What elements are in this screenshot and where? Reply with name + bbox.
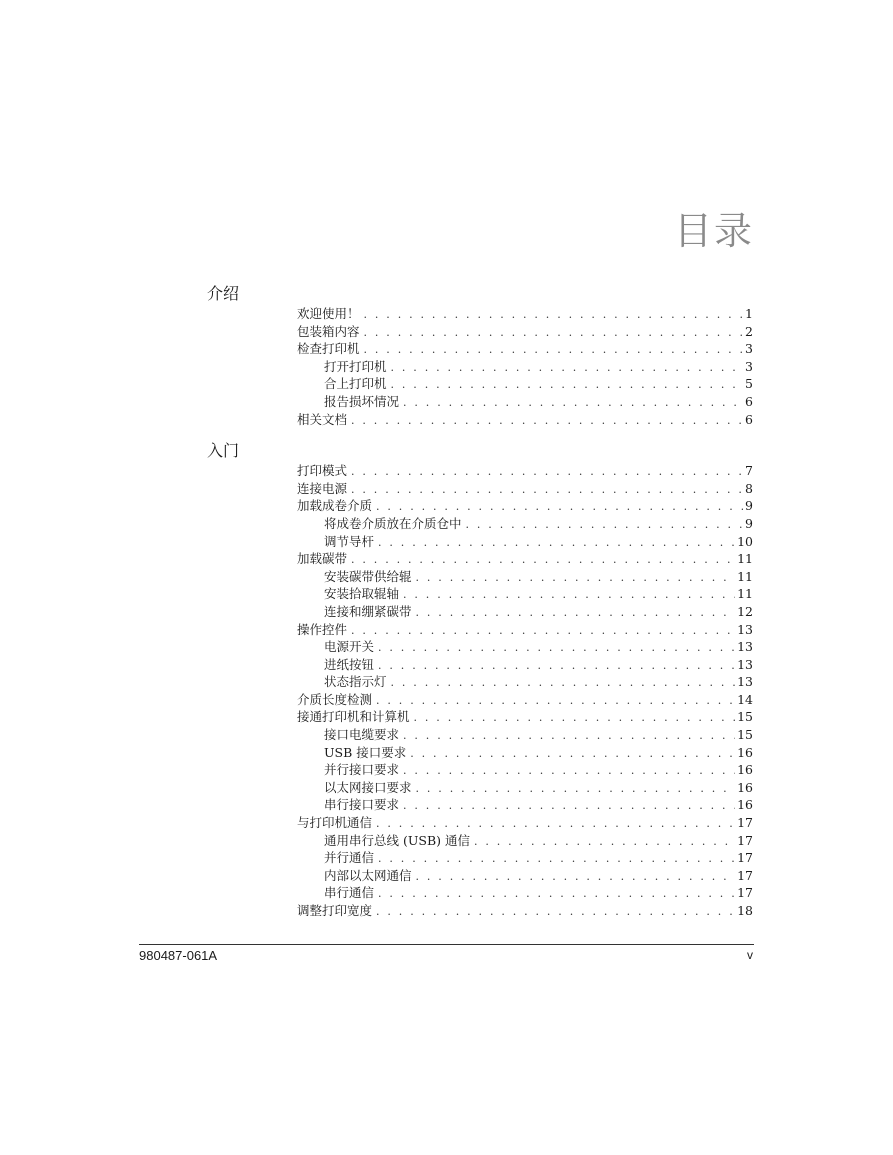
toc-entry-page-number: 6 xyxy=(745,393,753,409)
toc-entry-title: 将成卷介质放在介质仓中 xyxy=(324,515,462,531)
toc-entry[interactable] xyxy=(207,796,753,814)
dot-leader xyxy=(376,498,743,516)
page-title: 目录 xyxy=(673,209,754,253)
section-heading: 介绍 xyxy=(207,284,240,303)
toc-entry[interactable] xyxy=(207,358,753,376)
toc-entry-page-number: 16 xyxy=(737,797,753,813)
toc-entry-title: 并行通信 xyxy=(324,850,375,866)
toc-entry-page-number: 17 xyxy=(737,815,753,831)
toc-entry-page-number: 9 xyxy=(745,515,753,531)
toc-entry-page-number: 13 xyxy=(737,674,753,690)
toc-entry-page-number: 9 xyxy=(745,498,753,514)
toc-entry[interactable] xyxy=(207,761,753,779)
toc-entry-title: 相关文档 xyxy=(297,411,348,427)
toc-entry-page-number: 6 xyxy=(745,411,753,427)
dot-leader xyxy=(403,727,735,745)
toc-entry[interactable] xyxy=(207,323,753,341)
toc-entry-title: 进纸按钮 xyxy=(324,656,375,672)
toc-entry-page-number: 11 xyxy=(737,551,753,567)
toc-entry-title: 加载成卷介质 xyxy=(297,498,373,514)
toc-entry-title: 包装箱内容 xyxy=(297,323,360,339)
toc-entry[interactable] xyxy=(207,867,753,885)
toc-entry[interactable] xyxy=(207,550,753,568)
toc-entry-title: 打印模式 xyxy=(297,463,348,479)
dot-leader xyxy=(391,359,744,377)
dot-leader xyxy=(378,885,735,903)
footer-divider xyxy=(139,944,754,945)
dot-leader xyxy=(378,657,735,675)
toc-entry[interactable] xyxy=(207,393,753,411)
toc-entry-title: 内部以太网通信 xyxy=(324,867,412,883)
toc-entry-title: 安装碳带供给辊 xyxy=(324,568,412,584)
dot-leader xyxy=(351,463,743,481)
toc-entry[interactable] xyxy=(207,708,753,726)
toc-entry[interactable] xyxy=(207,814,753,832)
toc-entry-title: 调节导杆 xyxy=(324,533,375,549)
toc-entry[interactable] xyxy=(207,884,753,902)
toc-entry-page-number: 11 xyxy=(737,586,753,602)
dot-leader xyxy=(403,586,735,604)
toc-entry-title: 加载碳带 xyxy=(297,551,348,567)
table-of-contents xyxy=(207,283,753,932)
toc-entry-title: 串行通信 xyxy=(324,885,375,901)
toc-entry-title: 安装拾取辊轴 xyxy=(324,586,400,602)
toc-entry[interactable] xyxy=(207,832,753,850)
toc-entry-page-number: 7 xyxy=(745,463,753,479)
dot-leader xyxy=(466,516,744,534)
toc-entry-title: 状态指示灯 xyxy=(324,674,387,690)
toc-entry-page-number: 17 xyxy=(737,832,753,848)
dot-leader xyxy=(403,762,735,780)
dot-leader xyxy=(414,709,736,727)
dot-leader xyxy=(364,341,744,359)
toc-entry-page-number: 12 xyxy=(737,603,753,619)
toc-entry-title: USB 接口要求 xyxy=(324,744,407,760)
toc-entry-title: 检查打印机 xyxy=(297,341,360,357)
dot-leader xyxy=(378,534,735,552)
toc-entry[interactable] xyxy=(207,305,753,323)
dot-leader xyxy=(416,569,736,587)
toc-entry[interactable] xyxy=(207,462,753,480)
toc-entry-title: 连接和绷紧碳带 xyxy=(324,603,412,619)
toc-entry[interactable] xyxy=(207,533,753,551)
dot-leader xyxy=(416,604,736,622)
toc-entry-page-number: 3 xyxy=(745,341,753,357)
dot-leader xyxy=(410,745,735,763)
toc-entry[interactable] xyxy=(207,656,753,674)
toc-entry-title: 欢迎使用！ xyxy=(297,306,360,321)
toc-entry[interactable] xyxy=(207,480,753,498)
toc-entry[interactable] xyxy=(207,779,753,797)
toc-entry-page-number: 1 xyxy=(745,306,753,321)
dot-leader xyxy=(403,797,735,815)
toc-entry-page-number: 13 xyxy=(737,621,753,637)
toc-entry-title: 操作控件 xyxy=(297,621,348,637)
toc-entry[interactable] xyxy=(207,375,753,393)
dot-leader xyxy=(378,850,735,868)
toc-entry[interactable] xyxy=(207,744,753,762)
dot-leader xyxy=(364,306,744,324)
document-number: 980487-061A xyxy=(139,948,218,963)
toc-entry[interactable] xyxy=(207,673,753,691)
toc-entry[interactable] xyxy=(207,497,753,515)
toc-entry-page-number: 2 xyxy=(745,323,753,339)
toc-entry-title: 合上打印机 xyxy=(324,376,387,392)
toc-entry[interactable] xyxy=(207,411,753,429)
toc-entry-page-number: 15 xyxy=(737,727,753,743)
dot-leader xyxy=(376,692,735,710)
dot-leader xyxy=(474,833,735,851)
toc-entry-title: 调整打印宽度 xyxy=(297,903,373,918)
toc-entry[interactable] xyxy=(207,638,753,656)
toc-entry-page-number: 5 xyxy=(745,376,753,392)
dot-leader xyxy=(351,481,743,499)
toc-entry-title: 电源开关 xyxy=(324,639,375,655)
toc-entry-page-number: 16 xyxy=(737,762,753,778)
toc-entry[interactable] xyxy=(207,691,753,709)
toc-entry[interactable] xyxy=(207,902,753,920)
toc-entry-page-number: 17 xyxy=(737,867,753,883)
dot-leader xyxy=(364,324,744,342)
toc-entry-page-number: 16 xyxy=(737,744,753,760)
toc-entry-title: 串行接口要求 xyxy=(324,797,400,813)
page-number: v xyxy=(747,948,753,962)
dot-leader xyxy=(391,376,744,394)
dot-leader xyxy=(351,551,735,569)
toc-entry-title: 与打印机通信 xyxy=(297,815,373,831)
toc-entry-title: 连接电源 xyxy=(297,480,348,496)
toc-entry-page-number: 13 xyxy=(737,656,753,672)
toc-entry-title: 打开打印机 xyxy=(324,358,387,374)
toc-entry[interactable] xyxy=(207,515,753,533)
toc-entry-title: 介质长度检测 xyxy=(297,691,373,707)
toc-entry-page-number: 17 xyxy=(737,885,753,901)
dot-leader xyxy=(416,780,736,798)
toc-entry[interactable] xyxy=(207,621,753,639)
toc-entry[interactable] xyxy=(207,603,753,621)
dot-leader xyxy=(391,674,736,692)
toc-entry-title: 通用串行总线 (USB) 通信 xyxy=(324,832,470,848)
toc-entry-page-number: 13 xyxy=(737,639,753,655)
toc-entry-title: 接口电缆要求 xyxy=(324,727,400,743)
dot-leader xyxy=(416,868,736,886)
toc-entry-page-number: 15 xyxy=(737,709,753,725)
dot-leader xyxy=(403,394,743,412)
toc-entry-page-number: 10 xyxy=(737,533,753,549)
dot-leader xyxy=(376,815,735,833)
toc-entry-title: 接通打印机和计算机 xyxy=(297,709,410,725)
section-entry-list xyxy=(207,305,753,428)
section-heading: 入门 xyxy=(207,441,240,461)
toc-entry-page-number: 18 xyxy=(737,903,753,918)
toc-entry-page-number: 3 xyxy=(745,358,753,374)
toc-entry[interactable] xyxy=(207,585,753,603)
section-entry-list xyxy=(207,462,753,919)
toc-entry-page-number: 14 xyxy=(737,691,753,707)
toc-entry-page-number: 8 xyxy=(745,480,753,496)
toc-entry-title: 报告损坏情况 xyxy=(324,393,400,409)
toc-entry[interactable] xyxy=(207,726,753,744)
dot-leader xyxy=(351,412,743,430)
toc-entry[interactable] xyxy=(207,340,753,358)
toc-entry-title: 以太网接口要求 xyxy=(324,779,412,795)
toc-entry-page-number: 11 xyxy=(737,568,753,584)
toc-entry-page-number: 16 xyxy=(737,779,753,795)
dot-leader xyxy=(376,903,735,921)
toc-entry[interactable] xyxy=(207,568,753,586)
toc-entry-title: 并行接口要求 xyxy=(324,762,400,778)
toc-entry[interactable] xyxy=(207,849,753,867)
dot-leader xyxy=(351,622,735,640)
dot-leader xyxy=(378,639,735,657)
toc-entry-page-number: 17 xyxy=(737,850,753,866)
